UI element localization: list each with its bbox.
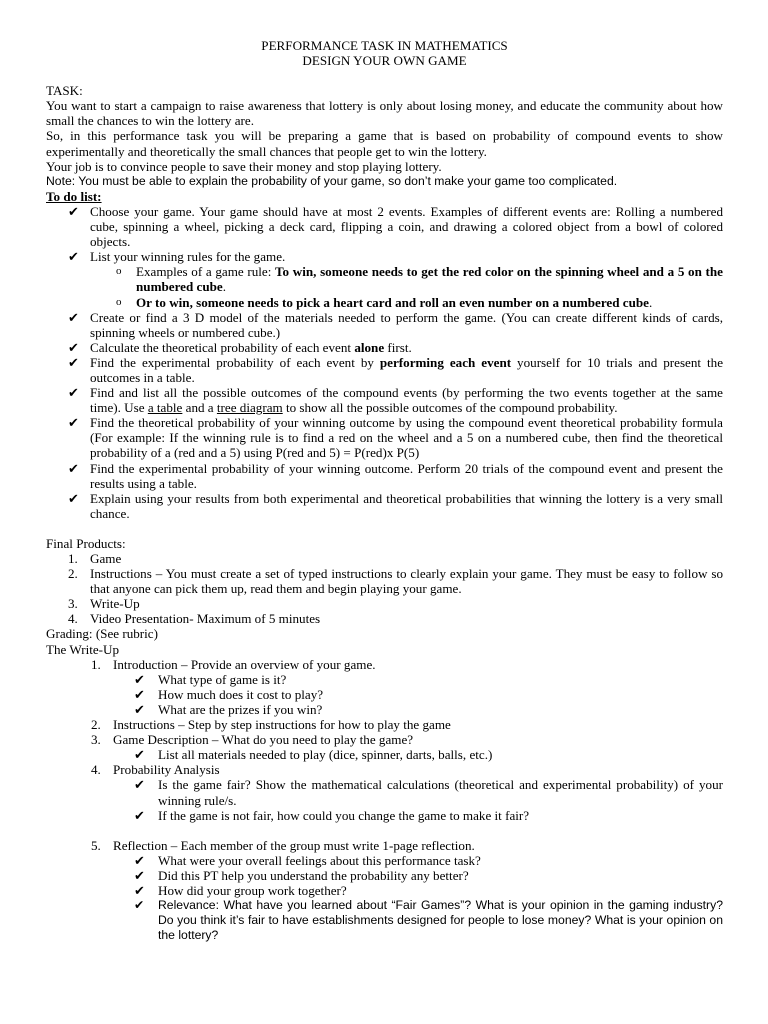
checkmark-icon: ✔ [68, 249, 79, 265]
bullet-icon: o [116, 265, 122, 278]
checkmark-icon: ✔ [68, 203, 79, 219]
checkmark-icon: ✔ [134, 867, 145, 883]
writeup-check-item: ✔ If the game is not fair, how could you change the game to make it fair? [134, 807, 530, 823]
checkmark-icon: ✔ [134, 852, 145, 868]
checkmark-icon: ✔ [68, 354, 79, 370]
task-note: Note: You must be able to explain the probability of your game, so don’t make your game too complicated. [46, 173, 618, 188]
todo-subitem: o Or to win, someone needs to pick a heart card and roll an even number on a numbered cube. [116, 294, 653, 310]
writeup-check-item: ✔ What type of game is it? [134, 671, 287, 687]
checkmark-icon: ✔ [134, 686, 145, 702]
task-label: TASK: [46, 83, 83, 99]
todo-subitem: o Examples of a game rule: To win, someone needs to get the red color on the spinning wheel and a 5 on the numbered cube. [116, 264, 723, 295]
checkmark-icon: ✔ [68, 339, 79, 355]
bullet-icon: o [116, 295, 122, 308]
checkmark-icon: ✔ [134, 807, 145, 823]
todo-item: ✔ List your winning rules for the game. [68, 249, 286, 265]
writeup-check-item: ✔ What are the prizes if you win? [134, 701, 323, 717]
writeup-check-item: ✔ Did this PT help you understand the probability any better? [134, 867, 469, 883]
checkmark-icon: ✔ [134, 701, 145, 717]
checkmark-icon: ✔ [68, 309, 79, 325]
task-paragraph-1: You want to start a campaign to raise awareness that lottery is only about losing money, and educate the community about how small the chances to win the lottery are. [46, 98, 723, 129]
todo-item: ✔ Choose your game. Your game should have at most 2 events. Examples of different events are: Rolling a numbered cube, spinning a wheel, picking a deck card, flipping a coin, and drawing a colored object from a bowl of colored objects. [68, 203, 723, 250]
todo-item: ✔ Create or find a 3 D model of the materials needed to perform the game. (You can create different kinds of cards, spinning wheels or numbered cube.) [68, 309, 723, 340]
checkmark-icon: ✔ [134, 777, 145, 793]
writeup-section: 1. Introduction – Provide an overview of your game. [91, 656, 376, 672]
final-product-item: 1. Game [68, 551, 122, 566]
writeup-check-item: ✔ Relevance: What have you learned about “Fair Games”? What is your opinion in the gaming industry? Do you think it’s fair to have establishments designed for people to lose money? What is your opinion on the lottery? [134, 898, 723, 943]
checkmark-icon: ✔ [68, 490, 79, 506]
checkmark-icon: ✔ [134, 671, 145, 687]
doc-title-line1: PERFORMANCE TASK IN MATHEMATICS [261, 38, 508, 53]
todo-heading: To do list: [46, 188, 102, 204]
writeup-check-item: ✔ How did your group work together? [134, 882, 347, 898]
writeup-check-item: ✔ How much does it cost to play? [134, 686, 324, 702]
final-products-heading: Final Products: [46, 535, 126, 551]
todo-item: ✔ Find the theoretical probability of your winning outcome by using the compound event theoretical probability formula (For example: If the winning rule is to find a red on the wheel and a 5 on a numbered cube, then find the theoretical probability of a (red and a 5) using P(red and 5) = P(red)x P(5) [68, 415, 723, 461]
final-product-item: 2. Instructions – You must create a set of typed instructions to clearly explain your game. They must be easy to follow so that anyone can pick them up, read them and begin playing your game. [68, 566, 723, 597]
checkmark-icon: ✔ [68, 460, 79, 476]
todo-item: ✔ Find the experimental probability of each event by performing each event yourself for 10 trials and present the outcomes in a table. [68, 354, 724, 385]
writeup-section: 3. Game Description – What do you need to play the game? [91, 732, 414, 748]
writeup-section: 4. Probability Analysis [91, 762, 220, 778]
todo-item: ✔ Find and list all the possible outcomes of the compound events (by performing the two events together at the same time). Use a table and a tree diagram to show all the possible outcomes of the compound probability. [68, 385, 723, 416]
todo-item: ✔ Calculate the theoretical probability of each event alone first. [68, 339, 412, 355]
checkmark-icon: ✔ [68, 385, 79, 401]
writeup-check-item: ✔ List all materials needed to play (dice, spinner, darts, balls, etc.) [134, 747, 493, 763]
checkmark-icon: ✔ [134, 747, 145, 763]
writeup-heading: The Write-Up [46, 641, 120, 657]
doc-title-line2: DESIGN YOUR OWN GAME [302, 53, 467, 69]
writeup-check-item: ✔ What were your overall feelings about this performance task? [134, 852, 481, 868]
writeup-section: 5. Reflection – Each member of the group must write 1-page reflection. [91, 837, 475, 853]
final-product-item: 3. Write-Up [68, 596, 140, 612]
final-product-item: 4. Video Presentation- Maximum of 5 minutes [68, 611, 321, 627]
writeup-section: 2. Instructions – Step by step instructions for how to play the game [91, 717, 451, 733]
todo-item: ✔ Explain using your results from both experimental and theoretical probabilities that winning the lottery is a very small chance. [68, 490, 723, 521]
writeup-check-item: ✔ Is the game fair? Show the mathematical calculations (theoretical and experimental probability) of your winning rule/s. [134, 777, 723, 808]
todo-item: ✔ Find the experimental probability of your winning outcome. Perform 20 trials of the compound event and present the results using a table. [68, 460, 723, 491]
task-paragraph-3: Your job is to convince people to save their money and stop playing lottery. [46, 158, 442, 174]
checkmark-icon: ✔ [134, 898, 145, 913]
checkmark-icon: ✔ [134, 882, 145, 898]
checkmark-icon: ✔ [68, 415, 79, 431]
grading-line: Grading: (See rubric) [46, 626, 158, 642]
document-page [46, 38, 723, 943]
task-paragraph-2: So, in this performance task you will be preparing a game that is based on probability of compound events to show experimentally and theoretically the small chances that people get to win the lottery. [46, 128, 723, 159]
